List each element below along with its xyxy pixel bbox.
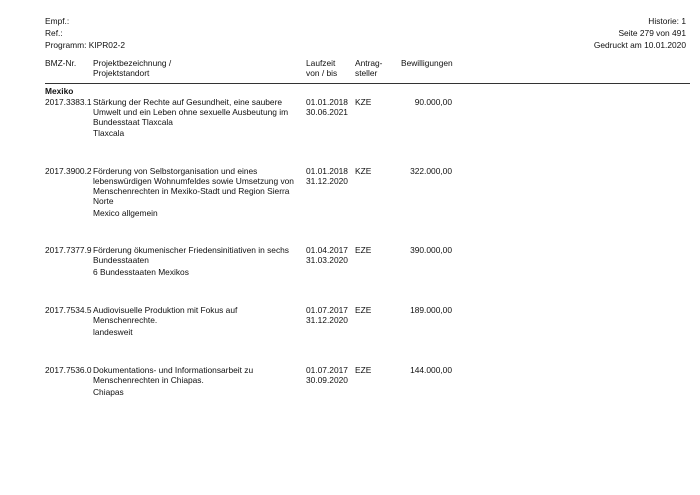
end-date: 31.03.2020	[306, 255, 348, 265]
start-date: 01.01.2018	[306, 166, 348, 176]
project-title-line: Audiovisuelle Produktion mit Fokus auf	[93, 305, 238, 315]
bmz-number: 2017.7377.9	[45, 245, 92, 255]
approved-amount: 322.000,00	[410, 166, 452, 176]
country-heading: Mexiko	[45, 86, 74, 96]
end-date: 30.06.2021	[306, 107, 348, 117]
header-right	[594, 15, 686, 51]
project-duration	[306, 97, 348, 117]
column-header-duration-line1: Laufzeit	[306, 58, 336, 68]
bmz-number: 2017.3383.1	[45, 97, 92, 107]
start-date: 01.01.2018	[306, 97, 348, 107]
recipient-label: Empf.:	[45, 16, 70, 26]
project-duration	[306, 365, 348, 385]
project-duration	[306, 245, 348, 265]
print-date: Gedruckt am 10.01.2020	[593, 40, 686, 50]
start-date: 01.04.2017	[306, 245, 348, 255]
table-row	[0, 245, 700, 305]
column-header-applicant-line2: steller	[355, 68, 378, 78]
project-title	[93, 245, 301, 265]
project-title-line: Menschenrechte.	[93, 315, 158, 325]
approved-amount: 189.000,00	[410, 305, 452, 315]
project-title-line: Bundesstaat Tlaxcala	[93, 117, 173, 127]
header-divider	[45, 83, 690, 84]
approved-amount: 144.000,00	[410, 365, 452, 375]
program-label: Programm: KIPR02-2	[45, 40, 126, 50]
project-title-line: Bundesstaaten	[93, 255, 149, 265]
applicant: KZE	[355, 97, 372, 107]
header-left	[45, 15, 125, 51]
project-title-line: Stärkung der Rechte auf Gesundheit, eine saubere	[93, 97, 283, 107]
column-header-project	[93, 58, 171, 78]
project-title	[93, 365, 301, 385]
table-row	[0, 305, 700, 365]
project-location: landesweit	[93, 327, 133, 337]
project-location: Mexico allgemein	[93, 208, 158, 218]
project-duration	[306, 305, 348, 325]
bmz-number: 2017.7534.5	[45, 305, 92, 315]
project-title-line: Menschenrechten in Mexiko-Stadt und Region Sierra	[93, 186, 290, 196]
end-date: 31.12.2020	[306, 176, 348, 186]
project-location: Chiapas	[93, 387, 124, 397]
table-row	[0, 97, 700, 157]
reference-label: Ref.:	[45, 28, 63, 38]
project-title-line: Förderung ökumenischer Friedensinitiativen in sechs	[93, 245, 289, 255]
project-title-line: Dokumentations- und Informationsarbeit zu	[93, 365, 254, 375]
project-title	[93, 166, 301, 206]
applicant: EZE	[355, 305, 372, 315]
end-date: 30.09.2020	[306, 375, 348, 385]
column-header-bmz: BMZ-Nr.	[45, 58, 77, 68]
applicant: EZE	[355, 245, 372, 255]
approved-amount: 90.000,00	[414, 97, 452, 107]
table-row	[0, 365, 700, 425]
column-header-applicant	[355, 58, 382, 78]
applicant: EZE	[355, 365, 372, 375]
table-row	[0, 166, 700, 226]
project-title	[93, 305, 301, 325]
page-number: Seite 279 von 491	[618, 28, 686, 38]
project-title-line: Umwelt und ein Leben ohne sexuelle Ausbeutung im	[93, 107, 289, 117]
bmz-number: 2017.3900.2	[45, 166, 92, 176]
column-header-duration	[306, 58, 337, 78]
column-header-duration-line2: von / bis	[306, 68, 338, 78]
project-title	[93, 97, 301, 127]
project-location: Tlaxcala	[93, 128, 125, 138]
column-header-project-line2: Projektstandort	[93, 68, 150, 78]
column-header-applicant-line1: Antrag-	[355, 58, 383, 68]
approved-amount: 390.000,00	[410, 245, 452, 255]
column-header-project-line1: Projektbezeichnung /	[93, 58, 172, 68]
column-header-approvals: Bewilligungen	[401, 58, 453, 68]
start-date: 01.07.2017	[306, 305, 348, 315]
history-label: Historie: 1	[648, 16, 686, 26]
applicant: KZE	[355, 166, 372, 176]
project-title-line: Norte	[93, 196, 114, 206]
bmz-number: 2017.7536.0	[45, 365, 92, 375]
project-title-line: Förderung von Selbstorganisation und eines	[93, 166, 258, 176]
project-location: 6 Bundesstaaten Mexikos	[93, 267, 189, 277]
start-date: 01.07.2017	[306, 365, 348, 375]
project-title-line: Menschenrechten in Chiapas.	[93, 375, 204, 385]
project-title-line: lebenswürdigen Wohnumfeldes sowie Umsetzung von	[93, 176, 294, 186]
end-date: 31.12.2020	[306, 315, 348, 325]
project-duration	[306, 166, 348, 186]
